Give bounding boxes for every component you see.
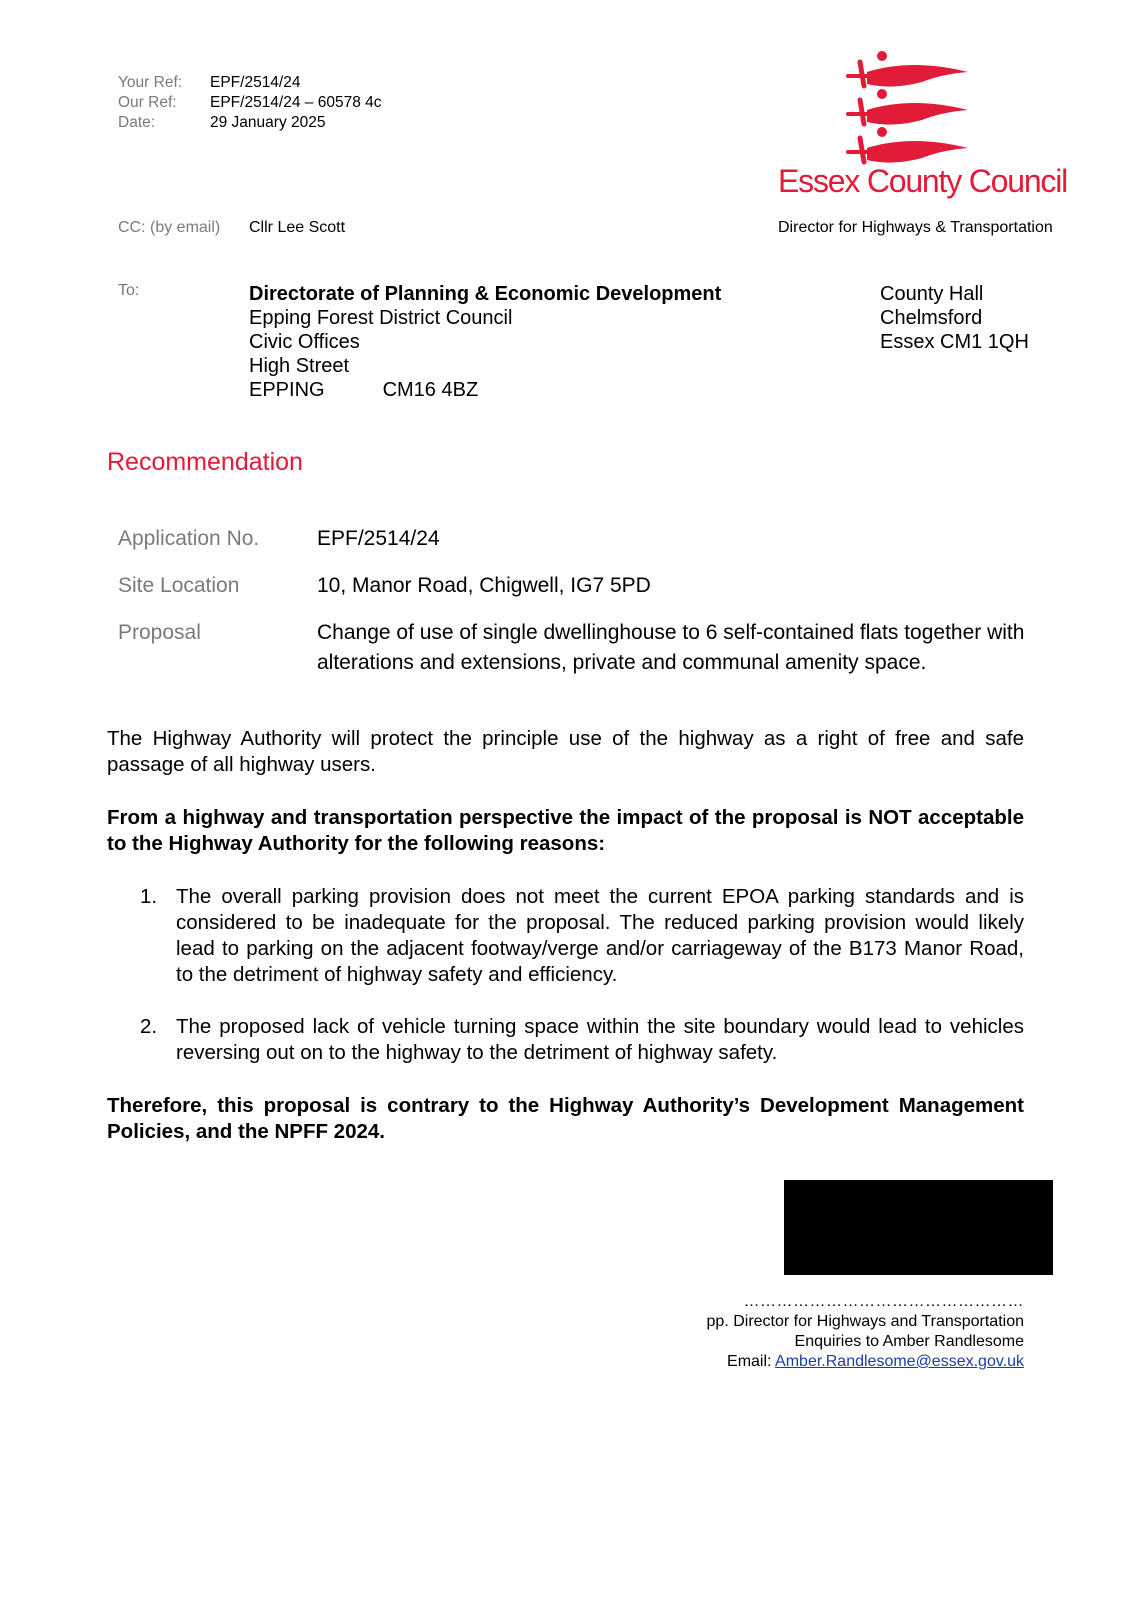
sender-line2: Chelmsford <box>880 307 983 329</box>
department-name: Director for Highways & Transportation <box>778 219 1053 236</box>
date-label: Date: <box>118 114 156 131</box>
to-label: To: <box>118 282 140 299</box>
recommendation-heading: Recommendation <box>107 448 303 476</box>
sender-line3: Essex CM1 1QH <box>880 331 1029 353</box>
signature-block <box>707 1292 1024 1372</box>
signature-line: …………………………………………… <box>743 1293 1024 1310</box>
site-location-label: Site Location <box>118 574 240 597</box>
application-details <box>118 524 1027 695</box>
application-no-label: Application No. <box>118 527 260 550</box>
our-ref-value: EPF/2514/24 – 60578 4c <box>210 94 382 111</box>
reason-number: 1. <box>140 885 158 908</box>
proposal-label: Proposal <box>118 621 201 644</box>
sender-address <box>880 282 1029 354</box>
recipient-address <box>249 282 721 402</box>
council-logo-text: Essex County Council <box>778 163 1068 199</box>
site-location-value: 10, Manor Road, Chigwell, IG7 5PD <box>317 574 651 597</box>
recipient-line2: Epping Forest District Council <box>249 307 513 329</box>
recipient-postcode: CM16 4BZ <box>382 379 479 401</box>
recipient-town: EPPING <box>249 379 325 401</box>
reason-text: The overall parking provision does not meet the current EPOA parking standards and is considered to be inadequate for the proposal. The reduced parking provision would likely lead to parking on the adjacent footway/verge and/or carriageway of the B173 Manor Road, to the detriment of highway safety and efficiency. <box>176 885 1024 986</box>
cc-value: Cllr Lee Scott <box>249 219 346 236</box>
sender-line1: County Hall <box>880 283 984 305</box>
email-link[interactable]: Amber.Randlesome@essex.gov.uk <box>775 1353 1024 1370</box>
our-ref-label: Our Ref: <box>118 94 177 111</box>
body-paragraph-3: Therefore, this proposal is contrary to the Highway Authority’s Development Management Policies, and the NPFF 2024. <box>107 1094 1024 1143</box>
list-item <box>140 1014 1024 1066</box>
recipient-line3: Civic Offices <box>249 331 360 353</box>
email-label: Email: <box>727 1353 772 1370</box>
reason-number: 2. <box>140 1015 158 1038</box>
signature-enquiries: Enquiries to Amber Randlesome <box>794 1333 1024 1350</box>
reason-text: The proposed lack of vehicle turning space within the site boundary would lead to vehicles reversing out on to the highway to the detriment of highway safety. <box>176 1015 1024 1064</box>
application-no-value: EPF/2514/24 <box>317 527 440 550</box>
redacted-signature <box>784 1180 1053 1275</box>
cc-label: CC: (by email) <box>118 219 221 236</box>
reasons-list <box>140 884 1024 1092</box>
recipient-line4: High Street <box>249 355 350 377</box>
proposal-value: Change of use of single dwellinghouse to 6 self-contained flats together with alterations and extensions, private and communal amenity space. <box>317 621 1025 674</box>
reference-block <box>118 73 382 133</box>
list-item <box>140 884 1024 988</box>
body-paragraph-2: From a highway and transportation perspective the impact of the proposal is NOT acceptable to the Highway Authority for the following reasons: <box>107 806 1024 855</box>
recipient-line1: Directorate of Planning & Economic Development <box>249 283 722 305</box>
your-ref-label: Your Ref: <box>118 74 183 91</box>
your-ref-value: EPF/2514/24 <box>210 74 301 91</box>
date-value: 29 January 2025 <box>210 114 326 131</box>
body-paragraph-1: The Highway Authority will protect the principle use of the highway as a right of free and safe passage of all highway users. <box>107 727 1024 776</box>
signature-title: pp. Director for Highways and Transportation <box>706 1313 1024 1330</box>
